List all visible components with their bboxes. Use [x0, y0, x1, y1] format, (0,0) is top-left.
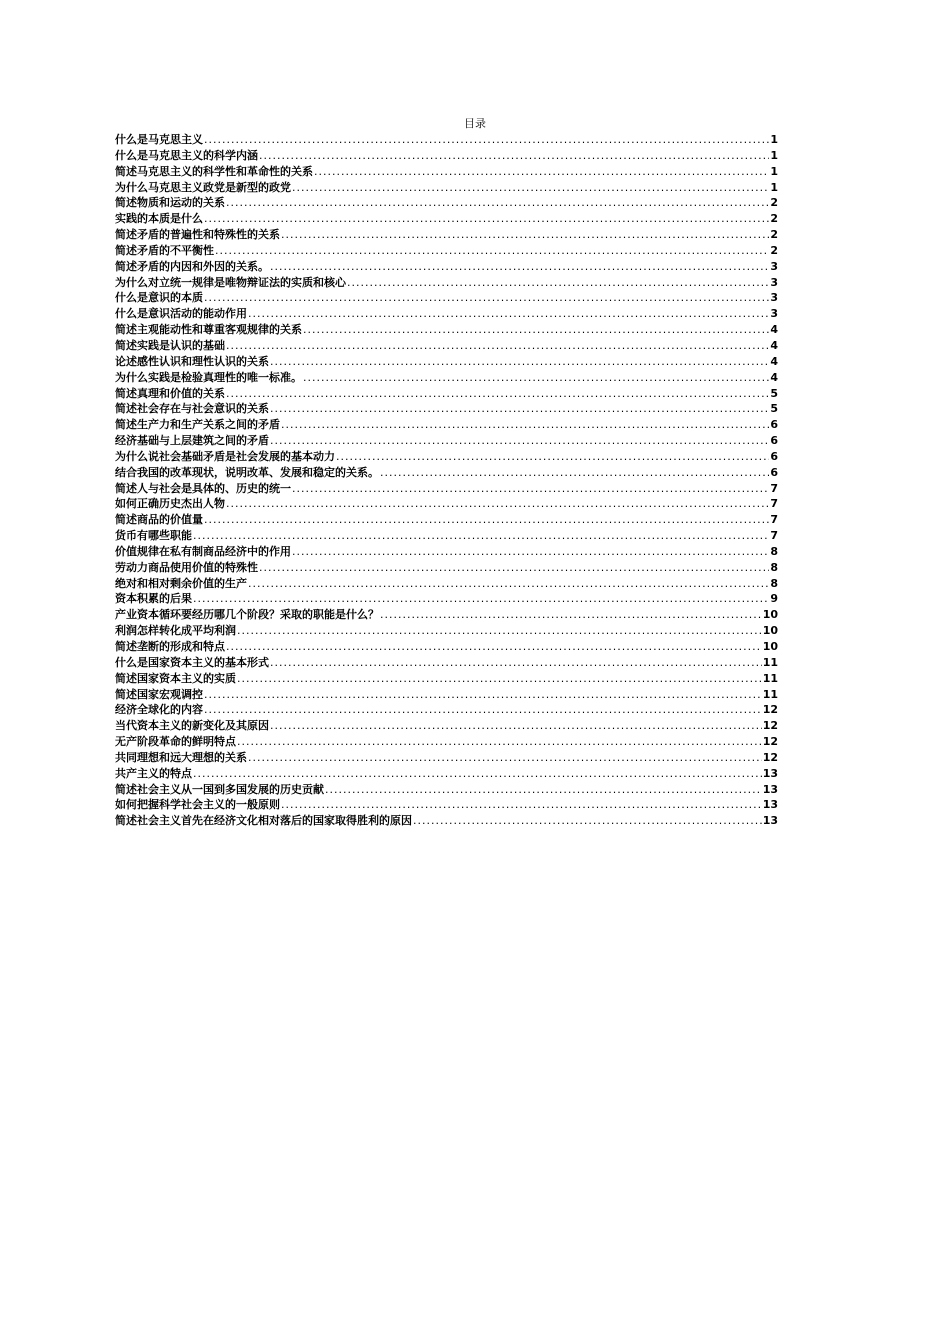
toc-entry-page-number: 4 — [770, 323, 778, 337]
toc-dot-leader — [204, 290, 769, 306]
toc-entry-page-number: 4 — [770, 354, 778, 368]
toc-dot-leader — [204, 512, 769, 528]
toc-entry[interactable] — [115, 290, 778, 306]
toc-dot-leader — [380, 607, 762, 623]
toc-entry-page-number: 8 — [770, 576, 778, 590]
toc-entry[interactable] — [115, 481, 778, 497]
toc-entry[interactable] — [115, 718, 778, 734]
toc-dot-leader — [237, 671, 762, 687]
toc-entry[interactable] — [115, 259, 778, 275]
toc-entry[interactable] — [115, 750, 778, 766]
toc-entry-text: 简述社会主义首先在经济文化相对落后的国家取得胜利的原因 — [115, 814, 412, 828]
toc-entry[interactable] — [115, 623, 778, 639]
toc-entry-text: 劳动力商品使用价值的特殊性 — [115, 560, 258, 574]
toc-entry[interactable] — [115, 797, 778, 813]
toc-entry-page-number: 10 — [762, 624, 778, 638]
toc-entry-page-number: 3 — [770, 275, 778, 289]
toc-entry-text: 简述矛盾的普遍性和特殊性的关系 — [115, 228, 280, 242]
toc-entry[interactable] — [115, 528, 778, 544]
toc-entry[interactable] — [115, 496, 778, 512]
toc-dot-leader — [314, 164, 769, 180]
toc-entry-text: 简述社会存在与社会意识的关系 — [115, 402, 269, 416]
toc-entry[interactable] — [115, 433, 778, 449]
toc-entry[interactable] — [115, 671, 778, 687]
toc-entry-text: 什么是意识活动的能动作用 — [115, 307, 247, 321]
toc-entry-text: 无产阶段革命的鲜明特点 — [115, 735, 236, 749]
toc-dot-leader — [347, 275, 769, 291]
toc-entry-text: 简述真理和价值的关系 — [115, 386, 225, 400]
toc-dot-leader — [292, 481, 769, 497]
toc-entry-page-number: 11 — [762, 687, 778, 701]
toc-entry-text: 共同理想和远大理想的关系 — [115, 750, 247, 764]
toc-entry[interactable] — [115, 544, 778, 560]
toc-dot-leader — [336, 449, 769, 465]
toc-entry-page-number: 2 — [770, 228, 778, 242]
toc-entry-page-number: 7 — [770, 497, 778, 511]
toc-entry-page-number: 10 — [762, 608, 778, 622]
toc-entry[interactable] — [115, 512, 778, 528]
toc-entry[interactable] — [115, 275, 778, 291]
toc-entry-page-number: 6 — [770, 418, 778, 432]
toc-entry-page-number: 1 — [770, 148, 778, 162]
toc-entry[interactable] — [115, 211, 778, 227]
toc-dot-leader — [193, 591, 769, 607]
toc-entry-page-number: 3 — [770, 291, 778, 305]
toc-list — [115, 132, 778, 829]
toc-entry-page-number: 3 — [770, 307, 778, 321]
toc-dot-leader — [215, 243, 769, 259]
toc-entry-page-number: 12 — [762, 719, 778, 733]
toc-dot-leader — [237, 623, 762, 639]
toc-entry-page-number: 4 — [770, 338, 778, 352]
toc-entry[interactable] — [115, 782, 778, 798]
toc-entry[interactable] — [115, 607, 778, 623]
toc-entry-text: 经济基础与上层建筑之间的矛盾 — [115, 434, 269, 448]
toc-entry-text: 简述物质和运动的关系 — [115, 196, 225, 210]
toc-entry-page-number: 13 — [762, 798, 778, 812]
toc-entry[interactable] — [115, 591, 778, 607]
toc-entry-page-number: 7 — [770, 513, 778, 527]
toc-dot-leader — [226, 639, 762, 655]
toc-dot-leader — [270, 354, 769, 370]
toc-entry[interactable] — [115, 813, 778, 829]
toc-entry-text: 为什么对立统一规律是唯物辩证法的实质和核心 — [115, 275, 346, 289]
toc-dot-leader — [413, 813, 762, 829]
toc-entry-page-number: 6 — [770, 449, 778, 463]
toc-dot-leader — [292, 544, 769, 560]
toc-entry[interactable] — [115, 148, 778, 164]
toc-entry-text: 简述生产力和生产关系之间的矛盾 — [115, 418, 280, 432]
toc-entry-page-number: 13 — [762, 814, 778, 828]
toc-dot-leader — [248, 306, 769, 322]
toc-entry-text: 结合我国的改革现状，说明改革、发展和稳定的关系。 — [115, 465, 379, 479]
toc-dot-leader — [226, 496, 769, 512]
toc-dot-leader — [237, 734, 762, 750]
toc-dot-leader — [226, 195, 769, 211]
toc-dot-leader — [204, 687, 762, 703]
toc-entry-page-number: 10 — [762, 640, 778, 653]
toc-entry[interactable] — [115, 386, 778, 402]
toc-entry[interactable] — [115, 370, 778, 386]
toc-dot-leader — [270, 401, 769, 417]
toc-entry[interactable] — [115, 465, 778, 481]
toc-entry-text: 简述商品的价值量 — [115, 513, 203, 527]
toc-dot-leader — [270, 259, 769, 275]
toc-entry[interactable] — [115, 766, 778, 782]
toc-entry-text: 绝对和相对剩余价值的生产 — [115, 576, 247, 590]
toc-entry[interactable] — [115, 338, 778, 354]
toc-entry-text: 什么是国家资本主义的基本形式 — [115, 655, 269, 669]
toc-entry-page-number: 2 — [770, 212, 778, 226]
toc-dot-leader — [270, 655, 762, 671]
toc-entry[interactable] — [115, 576, 778, 592]
toc-entry-text: 为什么实践是检验真理性的唯一标准。 — [115, 370, 302, 384]
toc-entry[interactable] — [115, 306, 778, 322]
toc-entry-text: 如何把握科学社会主义的一般原则 — [115, 798, 280, 812]
toc-entry[interactable] — [115, 322, 778, 338]
toc-entry-text: 为什么说社会基础矛盾是社会发展的基本动力 — [115, 449, 335, 463]
toc-entry-text: 简述实践是认识的基础 — [115, 338, 225, 352]
toc-dot-leader — [204, 702, 762, 718]
toc-entry-text: 产业资本循环要经历哪几个阶段？采取的职能是什么？ — [115, 608, 379, 622]
toc-entry-text: 什么是意识的本质 — [115, 291, 203, 305]
toc-dot-leader — [193, 766, 762, 782]
toc-entry-page-number: 1 — [770, 164, 778, 178]
toc-entry-text: 利润怎样转化成平均利润 — [115, 624, 236, 638]
toc-dot-leader — [281, 417, 769, 433]
toc-entry-page-number: 4 — [770, 370, 778, 384]
toc-dot-leader — [303, 322, 769, 338]
toc-dot-leader — [303, 370, 769, 386]
toc-entry-text: 简述国家宏观调控 — [115, 687, 203, 701]
toc-entry[interactable] — [115, 449, 778, 465]
toc-entry[interactable] — [115, 560, 778, 576]
toc-entry-text: 资本积累的后果 — [115, 592, 192, 606]
toc-entry[interactable] — [115, 734, 778, 750]
toc-dot-leader — [292, 180, 769, 196]
toc-entry[interactable] — [115, 164, 778, 180]
toc-entry-text: 价值规律在私有制商品经济中的作用 — [115, 544, 291, 558]
toc-entry-page-number: 7 — [770, 529, 778, 543]
toc-entry-text: 实践的本质是什么 — [115, 212, 203, 226]
toc-entry-page-number: 13 — [762, 782, 778, 796]
toc-entry-text: 什么是马克思主义 — [115, 133, 203, 146]
toc-dot-leader — [270, 718, 762, 734]
toc-dot-leader — [204, 132, 769, 148]
toc-entry-page-number: 12 — [762, 750, 778, 764]
toc-entry-text: 论述感性认识和理性认识的关系 — [115, 354, 269, 368]
toc-entry-text: 什么是马克思主义的科学内涵 — [115, 148, 258, 162]
toc-entry-page-number: 1 — [770, 180, 778, 194]
toc-entry[interactable] — [115, 227, 778, 243]
toc-entry-text: 简述国家资本主义的实质 — [115, 671, 236, 685]
toc-entry-text: 简述矛盾的内因和外因的关系。 — [115, 259, 269, 273]
toc-entry[interactable] — [115, 687, 778, 703]
toc-dot-leader — [226, 386, 769, 402]
toc-entry-page-number: 1 — [770, 133, 778, 146]
toc-entry[interactable] — [115, 639, 778, 655]
toc-entry-page-number: 2 — [770, 196, 778, 210]
toc-title: 目录 — [464, 117, 486, 130]
toc-entry-text: 经济全球化的内容 — [115, 703, 203, 717]
toc-entry-text: 当代资本主义的新变化及其原因 — [115, 719, 269, 733]
toc-entry-page-number: 7 — [770, 481, 778, 495]
toc-entry-page-number: 12 — [762, 735, 778, 749]
toc-dot-leader — [226, 338, 769, 354]
toc-entry-page-number: 2 — [770, 243, 778, 257]
toc-entry-text: 货币有哪些职能 — [115, 529, 192, 543]
toc-entry[interactable] — [115, 655, 778, 671]
toc-dot-leader — [248, 576, 769, 592]
toc-entry-page-number: 5 — [770, 402, 778, 416]
toc-entry[interactable] — [115, 401, 778, 417]
toc-entry-text: 如何正确历史杰出人物 — [115, 497, 225, 511]
toc-entry-page-number: 8 — [770, 560, 778, 574]
toc-entry-text: 简述垄断的形成和特点 — [115, 640, 225, 653]
toc-entry[interactable] — [115, 417, 778, 433]
toc-dot-leader — [281, 797, 762, 813]
toc-dot-leader — [248, 750, 762, 766]
toc-entry-text: 为什么马克思主义政党是新型的政党 — [115, 180, 291, 194]
toc-entry-text: 简述主观能动性和尊重客观规律的关系 — [115, 323, 302, 337]
toc-entry-page-number: 6 — [770, 465, 778, 479]
toc-dot-leader — [380, 465, 769, 481]
toc-entry-page-number: 13 — [762, 766, 778, 780]
toc-entry-page-number: 8 — [770, 544, 778, 558]
toc-dot-leader — [270, 433, 769, 449]
toc-entry-text: 简述人与社会是具体的、历史的统一 — [115, 481, 291, 495]
toc-entry-page-number: 11 — [762, 655, 778, 669]
toc-entry-page-number: 9 — [770, 592, 778, 606]
toc-dot-leader — [204, 211, 769, 227]
toc-entry-page-number: 5 — [770, 386, 778, 400]
toc-entry[interactable] — [115, 180, 778, 196]
toc-dot-leader — [281, 227, 769, 243]
toc-entry-page-number: 6 — [770, 434, 778, 448]
toc-entry-text: 简述社会主义从一国到多国发展的历史贡献 — [115, 782, 324, 796]
toc-entry-text: 共产主义的特点 — [115, 766, 192, 780]
toc-entry[interactable] — [115, 195, 778, 211]
toc-dot-leader — [259, 148, 769, 164]
toc-entry[interactable] — [115, 354, 778, 370]
toc-dot-leader — [193, 528, 769, 544]
toc-entry[interactable] — [115, 132, 778, 148]
toc-entry-text: 简述马克思主义的科学性和革命性的关系 — [115, 164, 313, 178]
toc-entry-page-number: 3 — [770, 259, 778, 273]
toc-entry[interactable] — [115, 243, 778, 259]
toc-dot-leader — [259, 560, 769, 576]
toc-entry-text: 简述矛盾的不平衡性 — [115, 243, 214, 257]
toc-dot-leader — [325, 782, 762, 798]
toc-entry-page-number: 11 — [762, 671, 778, 685]
toc-entry[interactable] — [115, 702, 778, 718]
toc-entry-page-number: 12 — [762, 703, 778, 717]
